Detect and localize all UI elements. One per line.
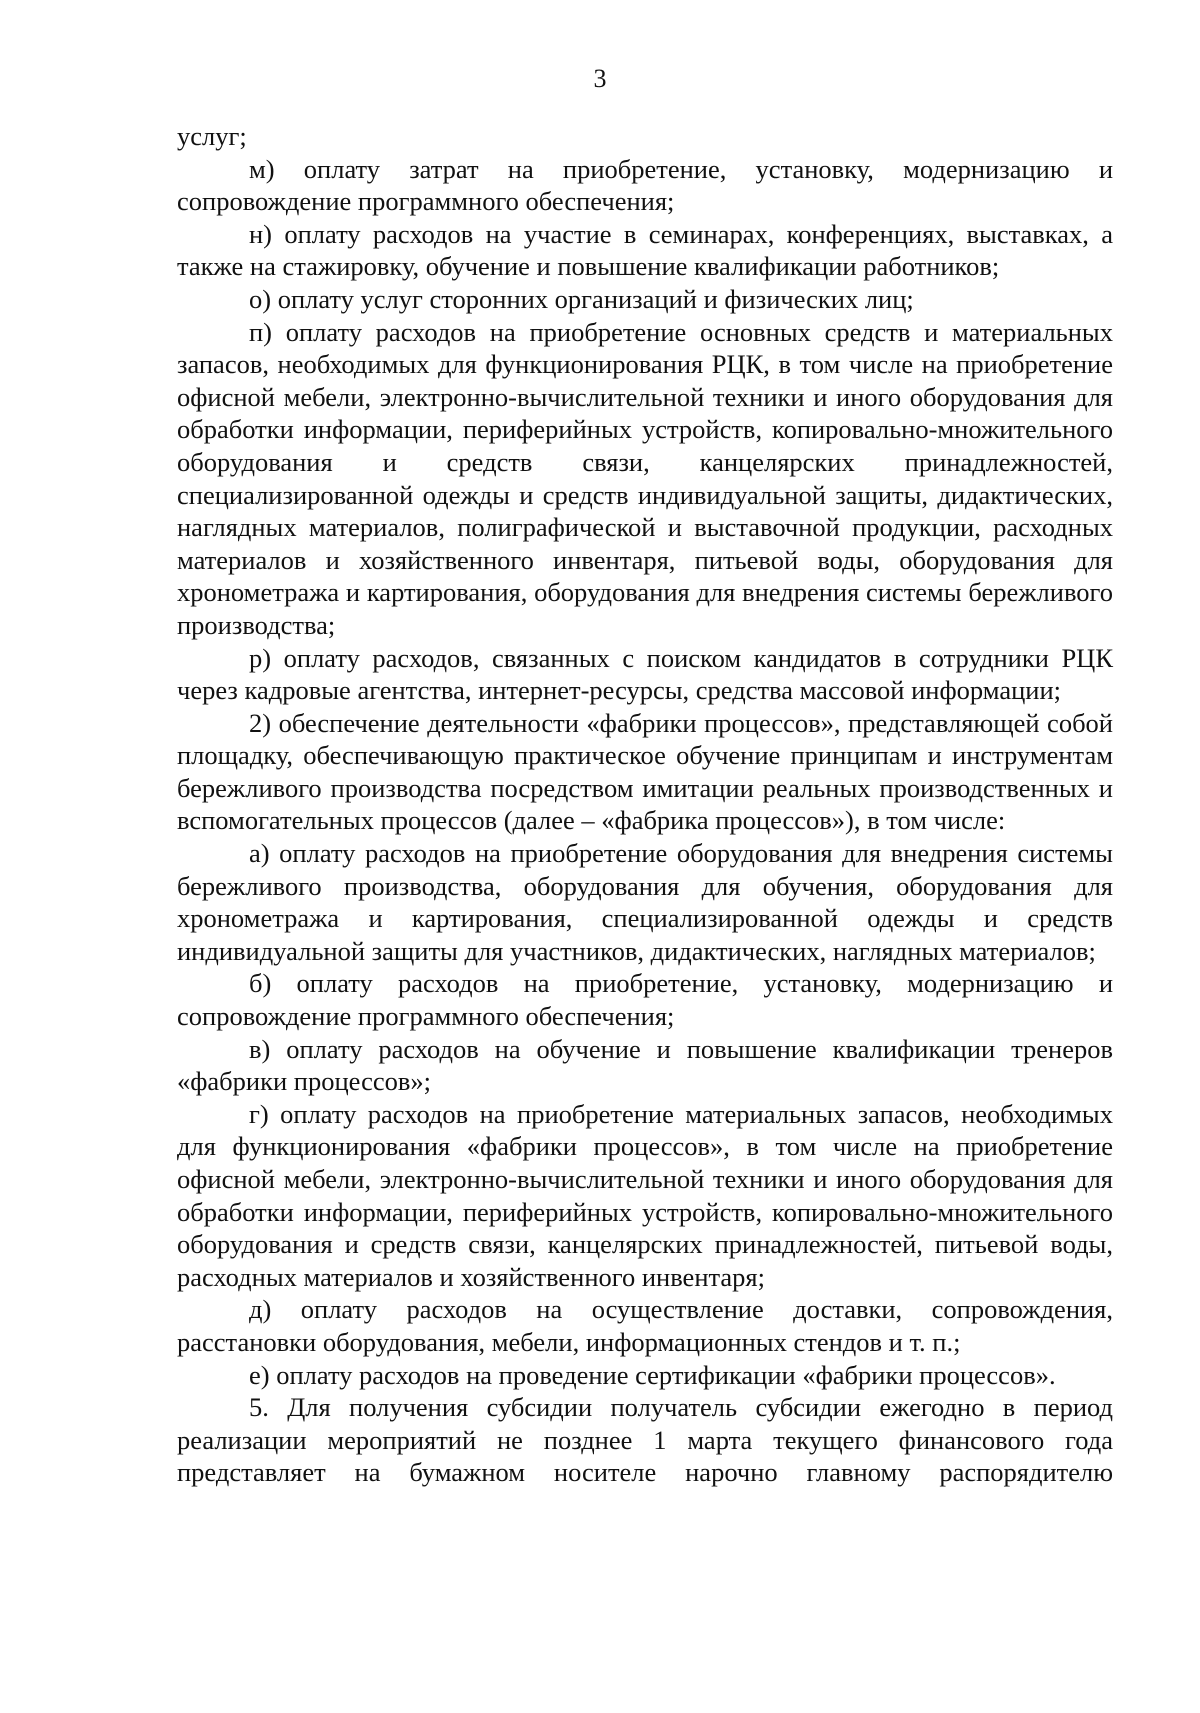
paragraph-item-g: г) оплату расходов на приобретение материальных запасов, необходимых для функционирования «фабрики процессов», в том числе на приобретение офисной мебели, электронно-вычислительной техники и иного оборудования для обработки информации, периферийных устройств, копировально-множительного оборудования и средств связи, канцелярских принадлежностей, питьевой воды, расходных материалов и хозяйственного инвентаря; xyxy=(177,1098,1113,1292)
paragraph-item-a: а) оплату расходов на приобретение оборудования для внедрения системы бережливого производства, оборудования для обучения, оборудования для хронометража и картирования, специализированной одежды и средств индивидуальной защиты для участников, дидактических, наглядных материалов; xyxy=(177,838,1113,966)
paragraph-item-2: 2) обеспечение деятельности «фабрики процессов», представляющей собой площадку, обеспечивающую практическое обучение принципам и инструментам бережливого производства посредством имитации реальных производственных и вспомогательных процессов (далее – «фабрика процессов»), в том числе: xyxy=(177,707,1113,836)
paragraph-item-5: 5. Для получения субсидии получатель субсидии ежегодно в период реализации мероприятий не позднее 1 марта текущего финансового года представляет на бумажном носителе нарочно главному распорядителю xyxy=(177,1392,1113,1488)
paragraph-item-d: д) оплату расходов на осуществление доставки, сопровождения, расстановки оборудования, мебели, информационных стендов и т. п.; xyxy=(177,1294,1113,1357)
paragraph-item-p: п) оплату расходов на приобретение основных средств и материальных запасов, необходимых для функционирования РЦК, в том числе на приобретение офисной мебели, электронно-вычислительной техники и иного оборудования для обработки информации, периферийных устройств, копировально-множительного оборудования и средств связи, канцелярских принадлежностей, специализированной одежды и средств индивидуальной защиты, дидактических, наглядных материалов, полиграфической и выставочной продукции, расходных материалов и хозяйственного инвентаря, питьевой воды, оборудования для хронометража и картирования, оборудования для внедрения системы бережливого производства; xyxy=(177,316,1113,640)
paragraph-item-n: н) оплату расходов на участие в семинарах, конференциях, выставках, а также на стажировку, обучение и повышение квалификации работников; xyxy=(177,218,1113,282)
paragraph-item-e: е) оплату расходов на проведение сертификации «фабрики процессов». xyxy=(249,1359,1056,1390)
paragraph-item-v: в) оплату расходов на обучение и повышение квалификации тренеров «фабрики процессов»; xyxy=(177,1033,1113,1097)
paragraph-item-b: б) оплату расходов на приобретение, установку, модернизацию и сопровождение программного обеспечения; xyxy=(177,968,1113,1032)
page-number: 3 xyxy=(593,64,607,93)
document-body xyxy=(177,120,1113,1489)
paragraph-item-o: о) оплату услуг сторонних организаций и физических лиц; xyxy=(249,283,914,314)
paragraph-item-r: р) оплату расходов, связанных с поиском кандидатов в сотрудники РЦК через кадровые агентства, интернет-ресурсы, средства массовой информации; xyxy=(177,642,1113,706)
paragraph-continuation: услуг; xyxy=(177,121,247,151)
paragraph-item-m: м) оплату затрат на приобретение, установку, модернизацию и сопровождение программного обеспечения; xyxy=(177,153,1113,217)
